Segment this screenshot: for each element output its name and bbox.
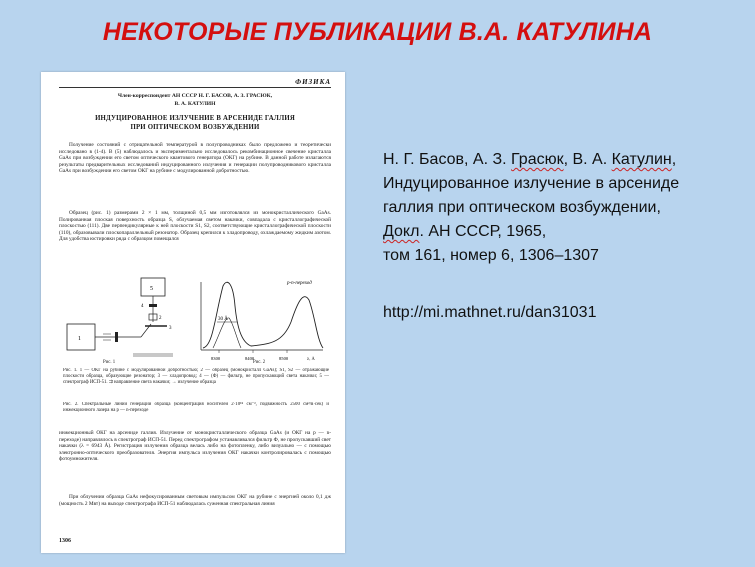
slide-title: НЕКОТОРЫЕ ПУБЛИКАЦИИ В.А. КАТУЛИНА <box>102 18 653 46</box>
fig2-tick-8400: 8400 <box>245 356 255 361</box>
figure-2-spectrum-plot <box>191 276 331 364</box>
citation-volume: том 161, номер 6, 1306–1307 <box>383 247 599 264</box>
svg-text:4: 4 <box>141 304 144 309</box>
citation-author-grasyuk: Грасюк <box>511 151 564 168</box>
paper-paragraph-3: инжекционный ОКГ на арсениде галлия. Излучение от монокристаллического образца GaAs (и ОКГ на p — n-переходе) направлялось в спектрограф ИСП-51. Перед спектрографом устанавливался фильтр Ф, не пропускавший свет накачки (λ = 6943 Å). Регистрация излучения образца велась либо на фотопленку, либо визуально — с помощью электронно-оптического преобразователя. Энергия импульса излучения ОКГ накачки контролировалась с помощью фотоумножителя. <box>59 430 331 463</box>
citation-author-katulin: Катулин <box>611 151 672 168</box>
source-link[interactable]: http://mi.mathnet.ru/dan31031 <box>383 304 597 321</box>
paper-authors: Член-корреспондент АН СССР Н. Г. БАСОВ, А. З. ГРАСЮК, <box>117 93 273 99</box>
page-number: 1306 <box>59 538 71 544</box>
citation-title-line1: Индуцированное излучение в арсениде <box>383 175 680 192</box>
figure-2-label: Рис. 2 <box>253 360 266 365</box>
paper-authors-line2: В. А. КАТУЛИН <box>174 101 216 107</box>
fig2-peak-label: p-n-переход <box>287 281 312 286</box>
header-rule <box>59 87 331 88</box>
svg-text:3: 3 <box>169 326 172 331</box>
citation-title-line2: галлия при оптическом возбуждении, <box>383 199 661 216</box>
fig2-tick-8300: 8300 <box>211 356 221 361</box>
figure-1-setup-diagram <box>63 274 193 372</box>
fig2-tick-8500: 8500 <box>279 356 289 361</box>
citation-journal-abbrev: Докл <box>383 223 420 240</box>
paper-title: ИНДУЦИРОВАННОЕ ИЗЛУЧЕНИЕ В АРСЕНИДЕ ГАЛЛИЯ <box>95 115 295 122</box>
fig2-width-label: 30 Å <box>218 317 228 322</box>
figure-2-caption: Рис. 2. Спектральные линии генерации образца (концентрация носителей 2·10¹⁸ см⁻³, подвижность 2500 см²/в·сек) и инжекционного лазера на p — n-переходе <box>63 402 329 413</box>
svg-text:5: 5 <box>150 286 153 292</box>
citation-authors: Н. Г. Басов, А. З. Грасюк, В. А. Катулин, <box>383 151 677 168</box>
figure-1-label: Рис. 1 <box>103 360 116 365</box>
svg-text:1: 1 <box>78 336 81 342</box>
paper-paragraph-4: При облучении образца GaAs нефокусированным световым импульсом ОКГ на рубине с энергией около 0,1 дж (мощность 2 Мвт) на выходе спектрографа ИСП-51 наблюдалась суженная спектральная линия <box>59 494 331 507</box>
paper-paragraph-1: Получение состояний с отрицательной температурой в полупроводниках было предложено и теоретически исследовано в (1-4). В (5) наблюдалось и экспериментально исследовалось рекомбинационное свечение кристалла GaAs при возбуждении его светом оптического квантового генератора (ОКГ) на рубине. В данной работе излагаются результаты предварительных исследований индуцированного излучения и генерации полупроводникового кристалла GaAs при возбуждении его светом ОКГ на рубине с модулированной добротностью. <box>59 142 331 175</box>
paper-scan <box>41 72 345 553</box>
paper-paragraph-2: Образец (рис. 1) размерами 2 × 1 мм, толщиной 0,5 мм изготовлялся из монокристаллического GaAs. Полированная плоская поверхность образца S, облучаемая светом накачки, совпадала с кристаллографической плоскостью (111). Две перпендикулярные к ней плоскости S1, S2, соответствующие кристаллографической плоскости (110), образовывали плоскопараллельный резонатор. Образец крепился к хладопроводу, охлаждаемому жидким азотом. Для удобства юстировки ряда с образцом помещался <box>59 210 331 243</box>
journal-section: ФИЗИКА <box>295 78 331 86</box>
svg-text:2: 2 <box>159 316 162 321</box>
figure-1-caption: Рис. 1. 1 — ОКГ на рубине с модулированной добротностью; 2 — образец (монокристалл GaAs); S1, S2 — отражающие плоскости образца, образующие резонатор; 3 — хладопровод; 4 — (Ф) — фильтр, не пропускающий света накачки; 5 — спектрограф ИСП-51. ⇉ направление света накачки; → излучение образца <box>63 368 329 385</box>
citation-block <box>383 148 748 268</box>
paper-title-line2: ПРИ ОПТИЧЕСКОМ ВОЗБУЖДЕНИИ <box>130 124 260 131</box>
fig2-axis-label: λ, Å <box>307 356 315 361</box>
citation-journal: Докл. АН СССР, 1965, <box>383 223 547 240</box>
